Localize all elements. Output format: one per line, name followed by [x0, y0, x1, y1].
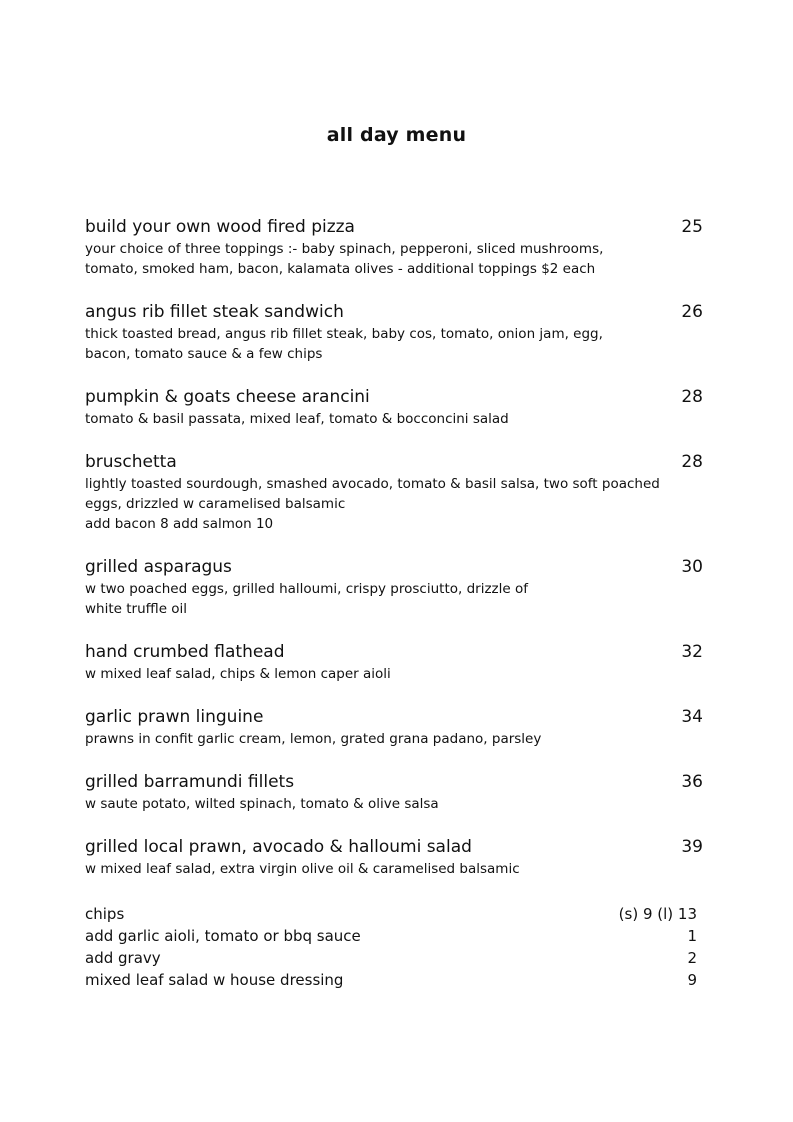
side-name: chips: [85, 905, 125, 923]
menu-item: [85, 770, 705, 814]
side-item: [85, 947, 697, 969]
item-name: build your own wood fired pizza: [85, 217, 355, 237]
item-name: hand crumbed flathead: [85, 642, 285, 662]
item-price: 25: [681, 217, 703, 237]
side-name: add gravy: [85, 949, 161, 967]
item-description: w two poached eggs, grilled halloumi, crispy prosciutto, drizzle of white truffle oil: [85, 581, 528, 617]
side-item: [85, 903, 697, 925]
item-name: angus rib fillet steak sandwich: [85, 302, 344, 322]
item-description: tomato & basil passata, mixed leaf, tomato & bocconcini salad: [85, 411, 509, 427]
item-name: bruschetta: [85, 452, 177, 472]
item-name: grilled local prawn, avocado & halloumi salad: [85, 837, 472, 857]
item-price: 28: [681, 452, 703, 472]
item-description: prawns in confit garlic cream, lemon, grated grana padano, parsley: [85, 731, 542, 747]
side-price: 9: [687, 971, 697, 989]
side-item: [85, 969, 697, 991]
item-price: 34: [681, 707, 703, 727]
item-description: your choice of three toppings :- baby spinach, pepperoni, sliced mushrooms, tomato, smoked ham, bacon, kalamata olives - additional toppings $2 each: [85, 241, 604, 277]
item-price: 30: [681, 557, 703, 577]
item-name: pumpkin & goats cheese arancini: [85, 387, 370, 407]
side-name: add garlic aioli, tomato or bbq sauce: [85, 927, 361, 945]
menu-item: [85, 450, 705, 534]
item-price: 32: [681, 642, 703, 662]
menu-item: [85, 300, 705, 364]
item-description: thick toasted bread, angus rib fillet steak, baby cos, tomato, onion jam, egg, bacon, tomato sauce & a few chips: [85, 326, 603, 362]
item-description: w mixed leaf salad, chips & lemon caper aioli: [85, 666, 391, 682]
menu-item: [85, 215, 705, 279]
side-price: 2: [687, 949, 697, 967]
item-price: 28: [681, 387, 703, 407]
item-description: w mixed leaf salad, extra virgin olive oil & caramelised balsamic: [85, 861, 520, 877]
item-name: grilled asparagus: [85, 557, 232, 577]
menu-item: [85, 385, 705, 429]
menu-items: [85, 215, 705, 900]
side-item: [85, 925, 697, 947]
item-description: w saute potato, wilted spinach, tomato & olive salsa: [85, 796, 439, 812]
item-name: garlic prawn linguine: [85, 707, 264, 727]
item-price: 26: [681, 302, 703, 322]
menu-item: [85, 640, 705, 684]
side-price: 1: [687, 927, 697, 945]
sides-list: [85, 903, 697, 991]
item-price: 36: [681, 772, 703, 792]
menu-title: all day menu: [326, 124, 467, 146]
menu-item: [85, 705, 705, 749]
item-price: 39: [681, 837, 703, 857]
menu-item: [85, 835, 705, 879]
side-price: (s) 9 (l) 13: [618, 905, 697, 923]
item-name: grilled barramundi fillets: [85, 772, 295, 792]
side-name: mixed leaf salad w house dressing: [85, 971, 344, 989]
item-description: lightly toasted sourdough, smashed avocado, tomato & basil salsa, two soft poached eggs, drizzled w caramelised balsamic add bacon 8 add salmon 10: [85, 476, 660, 532]
menu-item: [85, 555, 705, 619]
